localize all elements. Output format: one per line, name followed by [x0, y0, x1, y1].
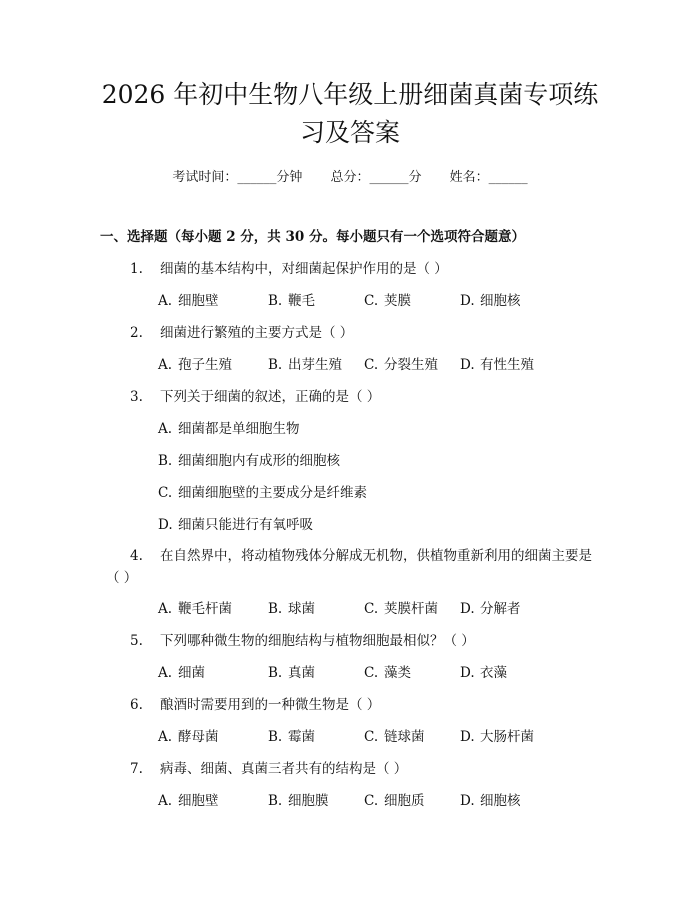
option-a: A. 孢子生殖 [158, 357, 232, 373]
question-stem: 下列哪种微生物的细胞结构与植物细胞最相似？（ ） [160, 633, 475, 649]
title-line-1: 2026 年初中生物八年级上册细菌真菌专项练 [101, 80, 599, 109]
option-b: B. 球菌 [268, 601, 315, 617]
question-2 [130, 323, 353, 343]
question-4 [130, 546, 592, 566]
option-c: C. 链球菌 [364, 729, 425, 745]
question-stem: 在自然界中，将动植物残体分解成无机物，供植物重新利用的细菌主要是 [160, 548, 592, 564]
question-number: 3. [130, 389, 143, 405]
option-a: A. 细胞壁 [158, 293, 219, 309]
option-d: D. 大肠杆菌 [460, 729, 534, 745]
total-score-field: 总分：______分 [330, 170, 422, 185]
option-b: B. 霉菌 [268, 729, 315, 745]
question-5 [130, 631, 475, 651]
option-a: A. 细胞壁 [158, 793, 219, 809]
option-d: D. 有性生殖 [460, 357, 534, 373]
option-c: C. 藻类 [364, 665, 411, 681]
option-c: C. 细菌细胞壁的主要成分是纤维素 [158, 485, 367, 501]
question-number: 2. [130, 325, 143, 341]
option-b: B. 鞭毛 [268, 293, 315, 309]
section-heading: 一、选择题（每小题 2 分，共 30 分。每小题只有一个选项符合题意） [100, 229, 525, 245]
question-stem: 下列关于细菌的叙述，正确的是（ ） [160, 389, 381, 405]
option-c: C. 荚膜杆菌 [364, 601, 438, 617]
option-c: C. 荚膜 [364, 293, 411, 309]
option-c: C. 分裂生殖 [364, 357, 438, 373]
question-stem: 细菌进行繁殖的主要方式是（ ） [160, 325, 354, 341]
exam-title [60, 76, 640, 152]
option-b: B. 出芽生殖 [268, 357, 342, 373]
question-3 [130, 387, 380, 407]
question-stem: 病毒、细菌、真菌三者共有的结构是（ ） [160, 761, 408, 777]
option-d: D. 衣藻 [460, 665, 507, 681]
option-a: A. 细菌都是单细胞生物 [158, 421, 300, 437]
student-name-field: 姓名：______ [449, 170, 528, 185]
question-number: 1. [130, 261, 143, 277]
option-b: B. 细菌细胞内有成形的细胞核 [158, 453, 340, 469]
question-stem: 酿酒时需要用到的一种微生物是（ ） [160, 697, 381, 713]
question-1 [130, 259, 448, 279]
option-a: A. 细菌 [158, 665, 205, 681]
question-4-continuation: （ ） [106, 570, 138, 586]
option-a: A. 鞭毛杆菌 [158, 601, 232, 617]
option-b: B. 真菌 [268, 665, 315, 681]
question-stem: 细菌的基本结构中，对细菌起保护作用的是（ ） [160, 261, 448, 277]
option-b: B. 细胞膜 [268, 793, 329, 809]
option-d: D. 细胞核 [460, 293, 521, 309]
option-d: D. 细菌只能进行有氧呼吸 [158, 517, 313, 533]
question-number: 4. [130, 548, 143, 564]
question-number: 5. [130, 633, 143, 649]
option-c: C. 细胞质 [364, 793, 425, 809]
exam-time-field: 考试时间：______分钟 [172, 170, 303, 185]
question-6 [130, 695, 380, 715]
option-a: A. 酵母菌 [158, 729, 219, 745]
question-number: 7. [130, 761, 143, 777]
title-line-2: 习及答案 [299, 118, 400, 147]
question-7 [130, 759, 407, 779]
exam-info-line [0, 168, 700, 188]
option-d: D. 细胞核 [460, 793, 521, 809]
option-d: D. 分解者 [460, 601, 521, 617]
question-number: 6. [130, 697, 143, 713]
